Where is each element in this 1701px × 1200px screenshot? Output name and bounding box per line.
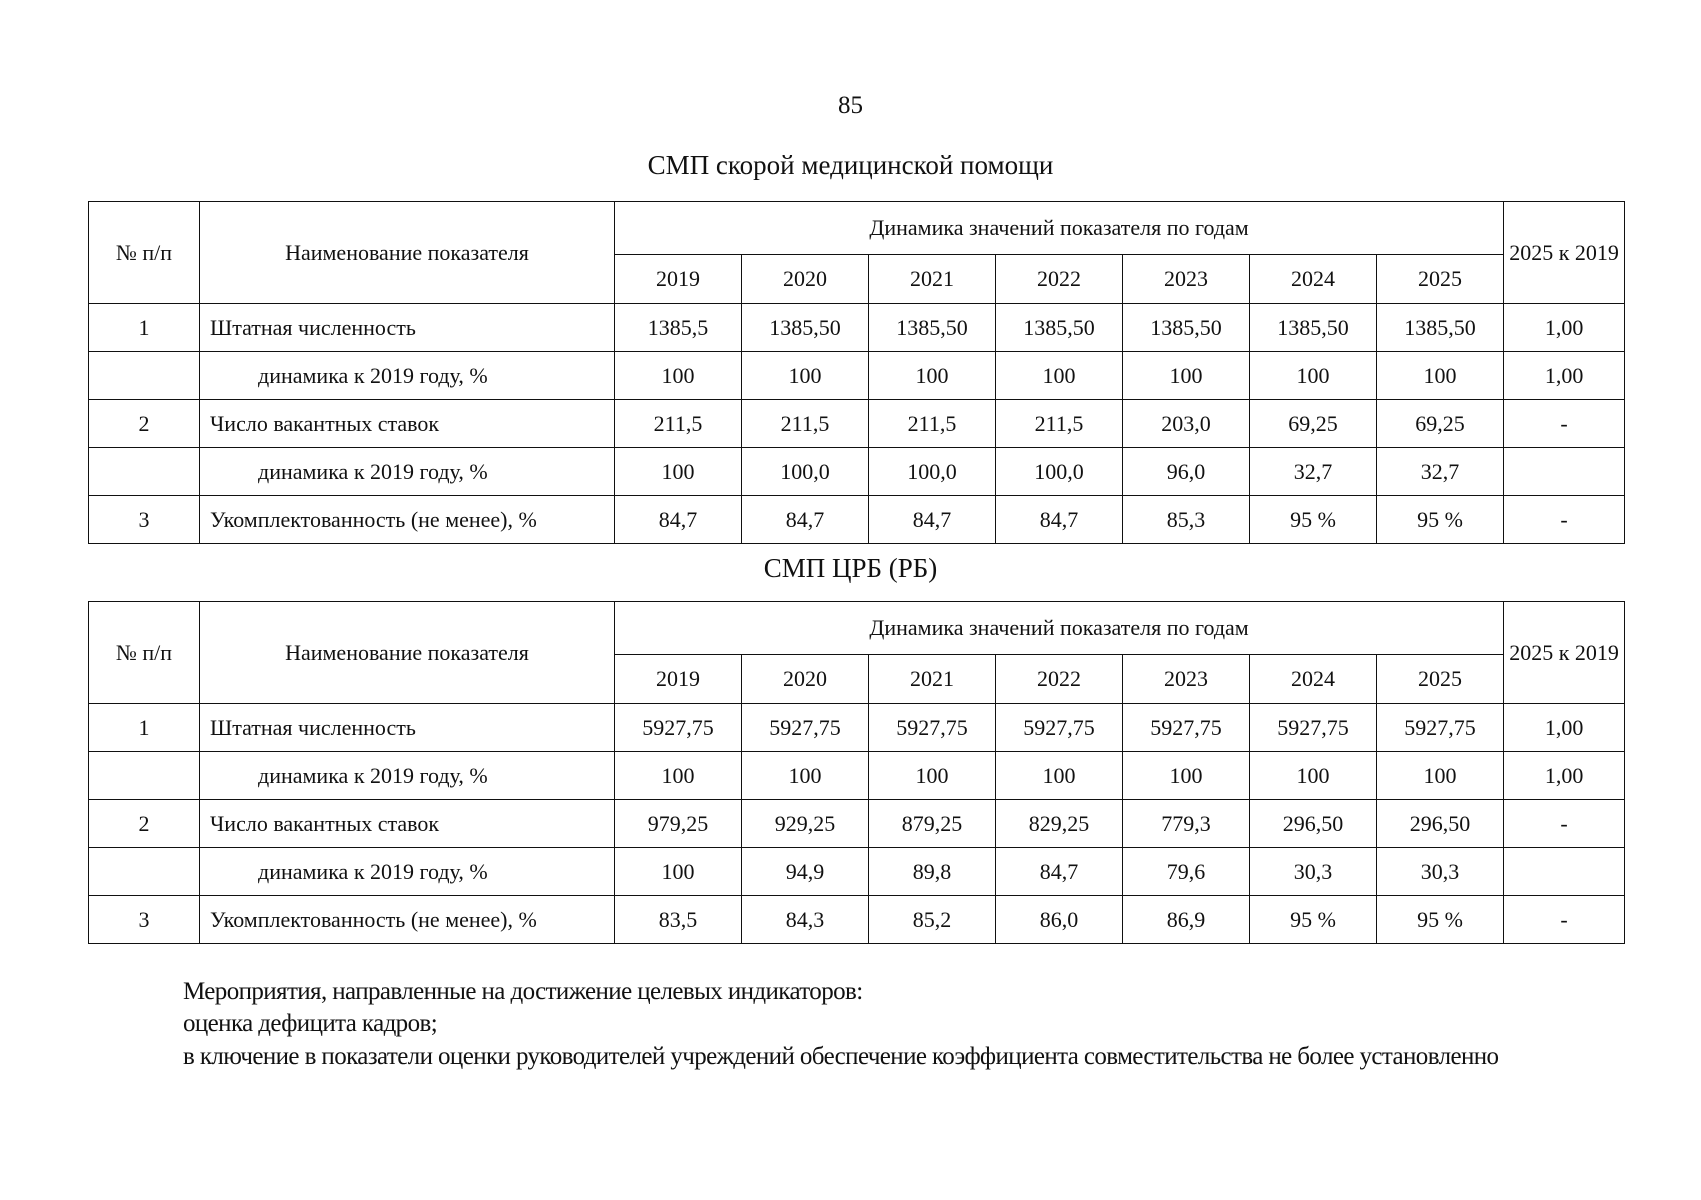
row-value: 5927,75: [1250, 704, 1377, 752]
row-value: 5927,75: [869, 704, 996, 752]
row-value: 84,7: [996, 496, 1123, 544]
table-title-ambulance: СМП скорой медицинской помощи: [647, 150, 1054, 180]
row-value: 85,2: [869, 896, 996, 944]
row-value: 211,5: [615, 400, 742, 448]
row-name: Укомплектованность (не менее), %: [200, 496, 615, 544]
measures-item-2: в ключение в показатели оценки руководителей учреждений обеспечение коэффициента совместительства не более установленно: [183, 1043, 1499, 1070]
row-name: динамика к 2019 году, %: [200, 448, 615, 496]
row-value: 95 %: [1377, 496, 1504, 544]
row-value: 95 %: [1250, 496, 1377, 544]
row-value: 94,9: [742, 848, 869, 896]
page-number: 85: [838, 92, 863, 119]
row-ratio: [1504, 848, 1625, 896]
staffing-table-crb: [88, 601, 1625, 944]
row-ratio: [1504, 448, 1625, 496]
header-ratio: 2025 к 2019: [1504, 202, 1625, 304]
header-year: 2024: [1250, 655, 1377, 704]
row-value: 100,0: [869, 448, 996, 496]
header-ratio: 2025 к 2019: [1504, 602, 1625, 704]
header-num: № п/п: [89, 602, 200, 704]
header-name: Наименование показателя: [200, 602, 615, 704]
row-ratio: -: [1504, 496, 1625, 544]
measures-heading: Мероприятия, направленные на достижение целевых индикаторов:: [183, 978, 863, 1005]
table-row: [89, 496, 1625, 544]
row-value: 5927,75: [1123, 704, 1250, 752]
row-name: Укомплектованность (не менее), %: [200, 896, 615, 944]
row-value: 779,3: [1123, 800, 1250, 848]
header-year: 2019: [615, 255, 742, 304]
row-value: 100: [996, 752, 1123, 800]
row-value: 69,25: [1377, 400, 1504, 448]
row-num: 2: [89, 400, 200, 448]
row-value: 979,25: [615, 800, 742, 848]
header-year: 2020: [742, 255, 869, 304]
row-value: 296,50: [1250, 800, 1377, 848]
row-value: 100: [1250, 352, 1377, 400]
table-row: [89, 400, 1625, 448]
header-row: [89, 202, 1625, 255]
row-value: 84,3: [742, 896, 869, 944]
row-num: [89, 848, 200, 896]
staffing-table-ambulance: [88, 201, 1625, 544]
row-value: 211,5: [869, 400, 996, 448]
row-value: 32,7: [1250, 448, 1377, 496]
header-year: 2019: [615, 655, 742, 704]
row-value: 85,3: [1123, 496, 1250, 544]
row-num: [89, 352, 200, 400]
row-value: 100: [615, 448, 742, 496]
row-num: [89, 752, 200, 800]
header-year: 2024: [1250, 255, 1377, 304]
header-row: [89, 602, 1625, 655]
row-num: 3: [89, 496, 200, 544]
table-row: [89, 704, 1625, 752]
row-name: Штатная численность: [200, 704, 615, 752]
header-year: 2025: [1377, 255, 1504, 304]
row-value: 5927,75: [615, 704, 742, 752]
row-value: 100: [742, 352, 869, 400]
row-value: 84,7: [869, 496, 996, 544]
table-row: [89, 800, 1625, 848]
measures-item-1: оценка дефицита кадров;: [183, 1010, 438, 1037]
header-year: 2021: [869, 655, 996, 704]
row-value: 1385,50: [996, 304, 1123, 352]
header-dynamics: Динамика значений показателя по годам: [615, 202, 1504, 255]
row-num: 2: [89, 800, 200, 848]
row-value: 1385,50: [1250, 304, 1377, 352]
header-name: Наименование показателя: [200, 202, 615, 304]
row-name: динамика к 2019 году, %: [200, 752, 615, 800]
row-value: 100: [869, 352, 996, 400]
row-value: 95 %: [1377, 896, 1504, 944]
header-year: 2023: [1123, 255, 1250, 304]
row-ratio: 1,00: [1504, 352, 1625, 400]
header-year: 2023: [1123, 655, 1250, 704]
header-dynamics: Динамика значений показателя по годам: [615, 602, 1504, 655]
table-row: [89, 448, 1625, 496]
row-value: 84,7: [742, 496, 869, 544]
row-value: 100: [615, 848, 742, 896]
table-row: [89, 352, 1625, 400]
row-value: 100,0: [742, 448, 869, 496]
row-value: 100: [615, 352, 742, 400]
row-value: 100: [869, 752, 996, 800]
row-value: 84,7: [996, 848, 1123, 896]
row-num: 3: [89, 896, 200, 944]
row-value: 86,9: [1123, 896, 1250, 944]
row-value: 829,25: [996, 800, 1123, 848]
header-num: № п/п: [89, 202, 200, 304]
row-value: 100: [742, 752, 869, 800]
row-value: 5927,75: [1377, 704, 1504, 752]
row-value: 30,3: [1250, 848, 1377, 896]
header-year: 2022: [996, 255, 1123, 304]
table-title-crb: СМП ЦРБ (РБ): [763, 553, 938, 583]
row-value: 1385,50: [742, 304, 869, 352]
header-year: 2025: [1377, 655, 1504, 704]
row-value: 89,8: [869, 848, 996, 896]
row-value: 203,0: [1123, 400, 1250, 448]
row-value: 100: [615, 752, 742, 800]
header-year: 2020: [742, 655, 869, 704]
row-value: 100: [1250, 752, 1377, 800]
row-value: 1385,50: [1123, 304, 1250, 352]
row-value: 96,0: [1123, 448, 1250, 496]
row-num: 1: [89, 704, 200, 752]
table-row: [89, 304, 1625, 352]
row-ratio: 1,00: [1504, 704, 1625, 752]
row-value: 100: [1377, 752, 1504, 800]
row-value: 879,25: [869, 800, 996, 848]
row-value: 100: [1123, 352, 1250, 400]
row-value: 5927,75: [742, 704, 869, 752]
row-value: 84,7: [615, 496, 742, 544]
row-ratio: -: [1504, 800, 1625, 848]
row-ratio: 1,00: [1504, 304, 1625, 352]
table-row: [89, 896, 1625, 944]
row-num: 1: [89, 304, 200, 352]
row-value: 1385,50: [869, 304, 996, 352]
row-value: 69,25: [1250, 400, 1377, 448]
row-name: динамика к 2019 году, %: [200, 848, 615, 896]
row-value: 86,0: [996, 896, 1123, 944]
row-name: Число вакантных ставок: [200, 800, 615, 848]
row-ratio: 1,00: [1504, 752, 1625, 800]
row-ratio: -: [1504, 400, 1625, 448]
row-value: 296,50: [1377, 800, 1504, 848]
row-value: 100: [996, 352, 1123, 400]
row-value: 100: [1123, 752, 1250, 800]
row-value: 95 %: [1250, 896, 1377, 944]
row-value: 32,7: [1377, 448, 1504, 496]
row-value: 929,25: [742, 800, 869, 848]
row-value: 100: [1377, 352, 1504, 400]
header-year: 2021: [869, 255, 996, 304]
row-value: 30,3: [1377, 848, 1504, 896]
table-row: [89, 848, 1625, 896]
row-value: 83,5: [615, 896, 742, 944]
row-name: Число вакантных ставок: [200, 400, 615, 448]
row-value: 5927,75: [996, 704, 1123, 752]
row-value: 1385,50: [1377, 304, 1504, 352]
header-year: 2022: [996, 655, 1123, 704]
row-name: Штатная численность: [200, 304, 615, 352]
table-row: [89, 752, 1625, 800]
row-value: 211,5: [996, 400, 1123, 448]
row-value: 211,5: [742, 400, 869, 448]
row-num: [89, 448, 200, 496]
row-value: 100,0: [996, 448, 1123, 496]
row-value: 79,6: [1123, 848, 1250, 896]
row-name: динамика к 2019 году, %: [200, 352, 615, 400]
row-ratio: -: [1504, 896, 1625, 944]
row-value: 1385,5: [615, 304, 742, 352]
